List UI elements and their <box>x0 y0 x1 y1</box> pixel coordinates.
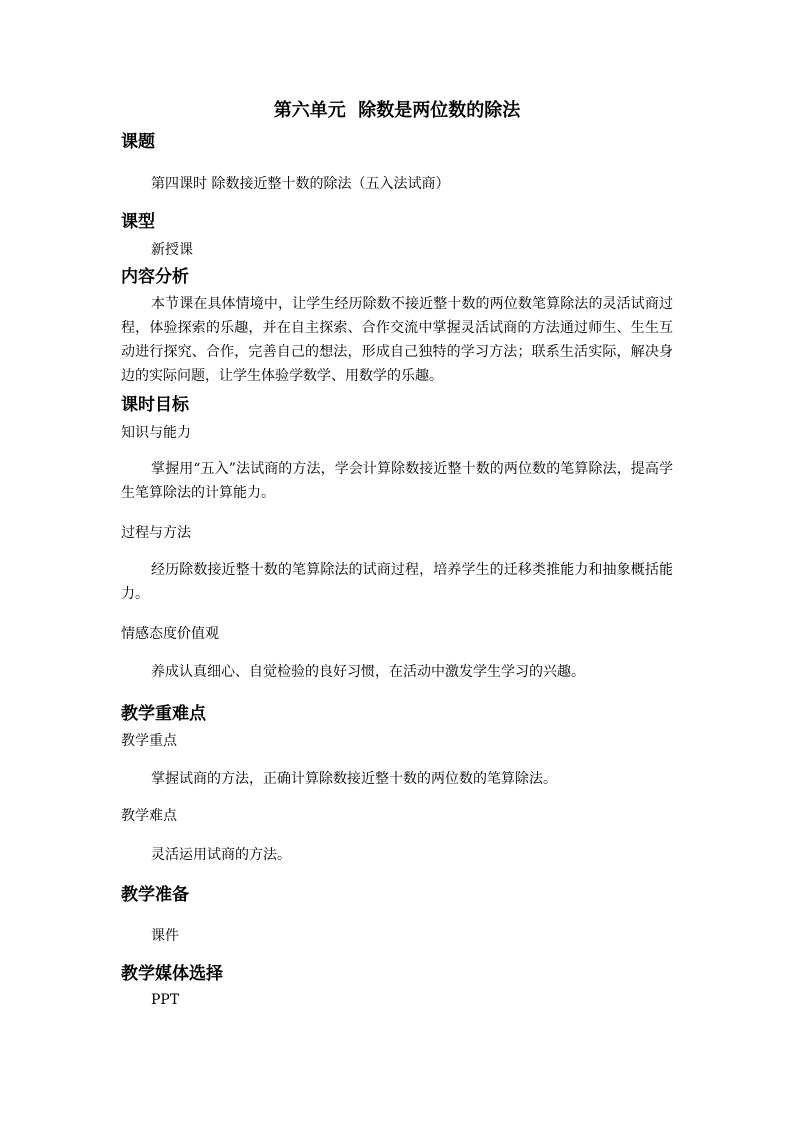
label-difficult-point: 教学难点 <box>121 808 177 824</box>
emotion-attitude-text: 养成认真细心、自觉检验的良好习惯，在活动中激发学生学习的兴趣。 <box>151 664 585 680</box>
label-knowledge-ability: 知识与能力 <box>121 425 191 441</box>
content-analysis-text: 本节课在具体情境中，让学生经历除数不接近整十数的两位数笔算除法的灵活试商过程，体验探索的乐趣，并在自主探索、合作交流中掌握灵活试商的方法通过师生、生生互动进行探究、合作，完善自己的想法，形成自己独特的学习方法；联系生活实际，解决身边的实际问题，让学生体验学数学、用数学的乐趣。 <box>121 296 673 384</box>
heading-lesson-goals: 课时目标 <box>121 395 189 415</box>
heading-lesson-type: 课型 <box>121 212 155 232</box>
key-point-text: 掌握试商的方法，正确计算除数接近整十数的两位数的笔算除法。 <box>151 771 557 787</box>
heading-topic: 课题 <box>121 132 155 152</box>
topic-text: 第四课时 除数接近整十数的除法（五入法试商） <box>151 176 450 192</box>
heading-content-analysis: 内容分析 <box>121 267 189 287</box>
media-choice-text: PPT <box>151 992 180 1008</box>
heading-key-difficult-points: 教学重难点 <box>121 704 206 724</box>
knowledge-ability-text: 掌握用“五入”法试商的方法，学会计算除数接近整十数的两位数的笔算除法，提高学生笔算除法的计算能力。 <box>121 461 673 501</box>
difficult-point-text: 灵活运用试商的方法。 <box>151 847 291 863</box>
heading-teaching-prep: 教学准备 <box>121 885 189 905</box>
label-process-method: 过程与方法 <box>121 525 191 541</box>
teaching-prep-text: 课件 <box>151 928 179 944</box>
label-key-point: 教学重点 <box>121 733 177 749</box>
lesson-type-text: 新授课 <box>151 242 193 258</box>
document-title: 第六单元 除数是两位数的除法 <box>273 100 521 121</box>
process-method-text: 经历除数接近整十数的笔算除法的试商过程，培养学生的迁移类推能力和抽象概括能力。 <box>121 562 673 602</box>
label-emotion-attitude: 情感态度价值观 <box>121 626 219 642</box>
heading-media-choice: 教学媒体选择 <box>121 964 223 984</box>
